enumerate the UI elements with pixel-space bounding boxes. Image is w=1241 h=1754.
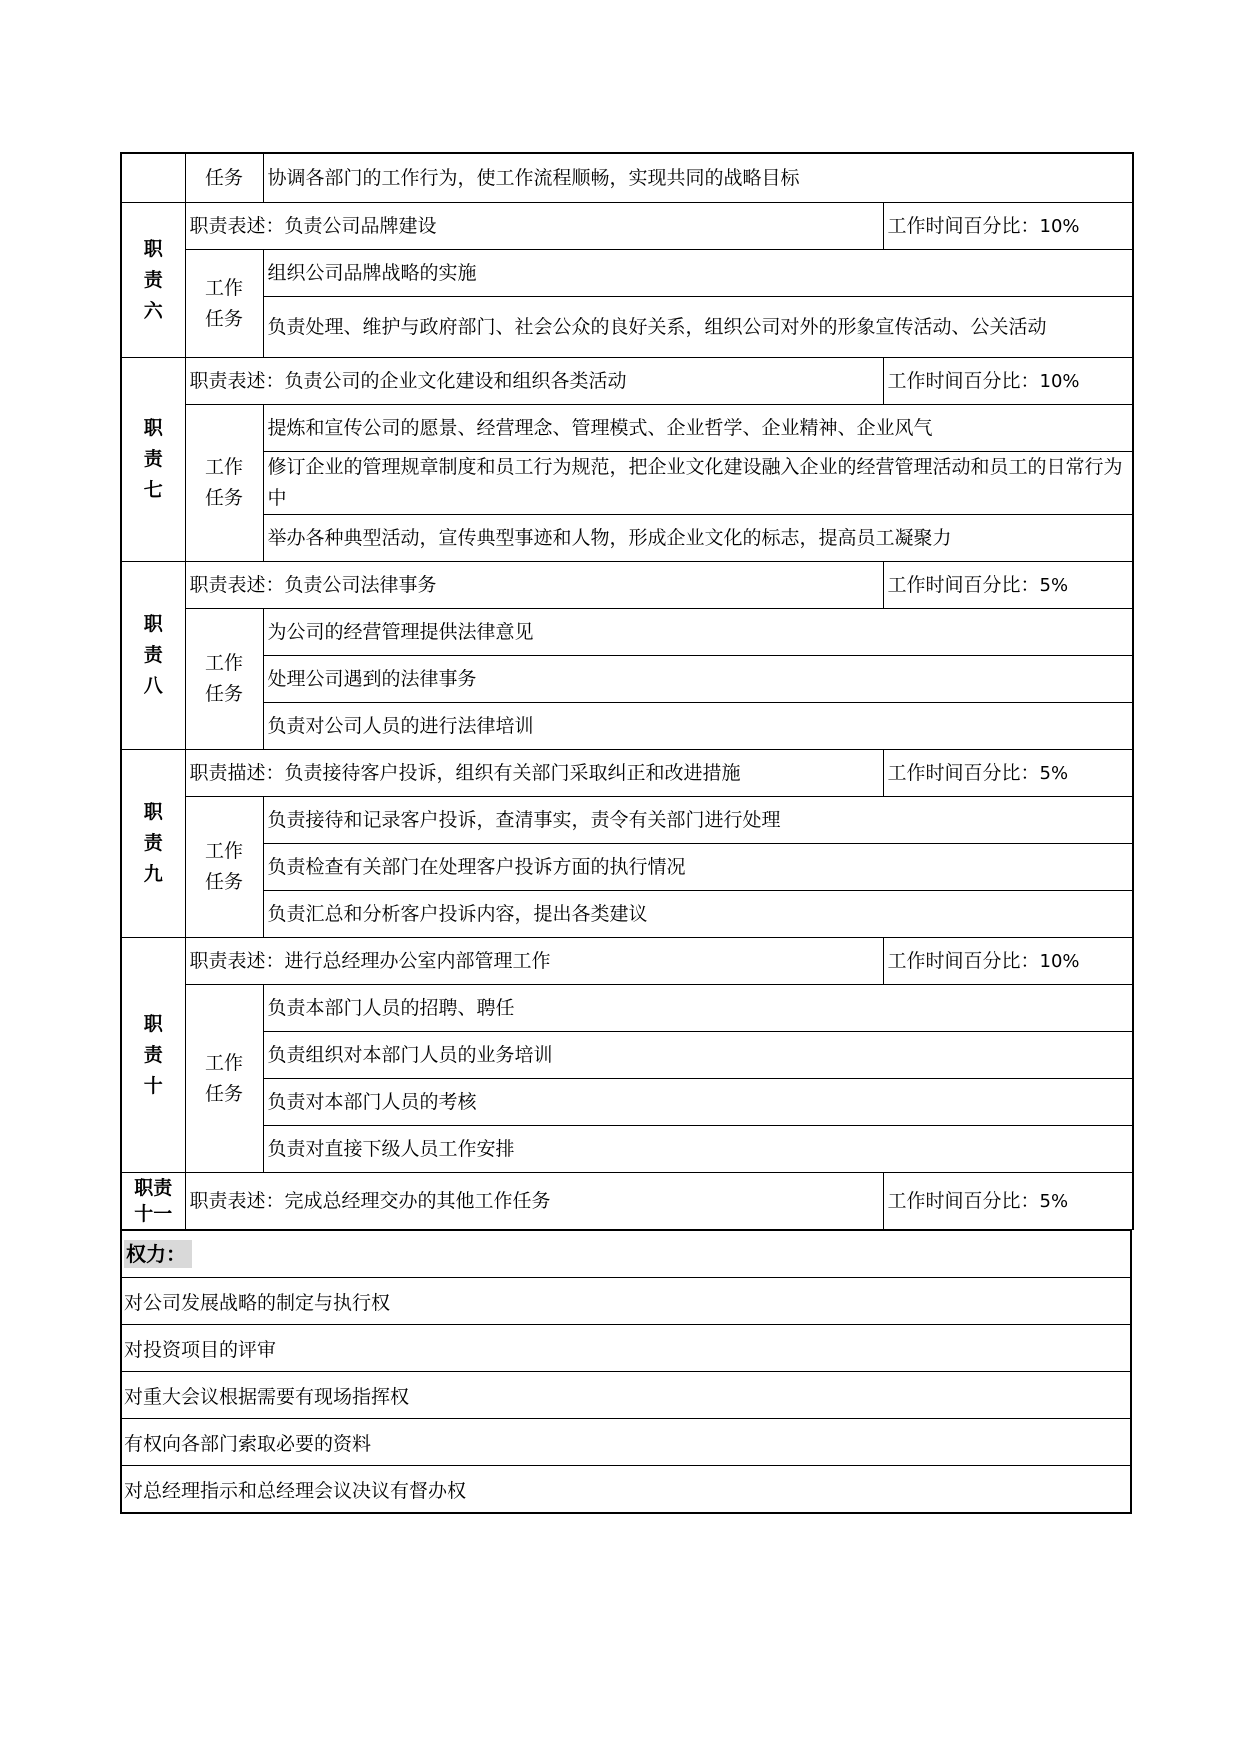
duty-task: 负责对直接下级人员工作安排 — [263, 1126, 1133, 1173]
duty-number-char: 责 — [143, 1043, 163, 1066]
percentage-value: 10% — [1039, 370, 1080, 392]
percentage-label: 工作时间百分比： — [887, 573, 1040, 596]
percentage-label: 工作时间百分比： — [887, 761, 1040, 784]
work-task-label — [185, 985, 263, 1173]
work-task-label — [185, 797, 263, 938]
duty-statement: 职责表述：完成总经理交办的其他工作任务 — [185, 1173, 883, 1230]
duty-eleven-row — [121, 1173, 1133, 1230]
duty-number-char: 责 — [143, 644, 163, 666]
duty-number — [121, 938, 185, 1173]
duty-statement-row — [121, 562, 1133, 609]
duty-statement-row — [121, 938, 1133, 985]
duty-task-row — [121, 797, 1133, 844]
work-task-label-line: 工作 — [204, 1051, 243, 1074]
powers-heading: 权力： — [124, 1240, 192, 1268]
duty-task-row — [121, 656, 1133, 703]
work-task-label-line: 任务 — [204, 871, 243, 893]
work-time-percentage — [883, 562, 1133, 609]
duty-statement-row — [121, 750, 1133, 797]
duty-task: 修订企业的管理规章制度和员工行为规范，把企业文化建设融入企业的经营管理活动和员工的日常行为中 — [263, 452, 1133, 515]
percentage-value: 5% — [1039, 762, 1069, 784]
duty-statement-row — [121, 358, 1133, 405]
duty-number-char: 六 — [143, 299, 163, 322]
duty-number-char: 职 — [143, 1012, 163, 1035]
duty-task: 提炼和宣传公司的愿景、经营理念、管理模式、企业哲学、企业精神、企业风气 — [263, 405, 1133, 452]
duty-number — [121, 358, 185, 562]
duty-number — [121, 1173, 185, 1230]
percentage-label: 工作时间百分比： — [887, 214, 1040, 237]
duty-number-char: 责 — [143, 268, 163, 291]
duty-number-char: 九 — [143, 863, 163, 885]
work-task-label — [185, 405, 263, 562]
power-row — [121, 1278, 1131, 1325]
work-time-percentage — [883, 358, 1133, 405]
percentage-value: 5% — [1039, 574, 1069, 596]
duty-task: 负责本部门人员的招聘、聘任 — [263, 985, 1133, 1032]
duty-number-char: 十一 — [134, 1203, 173, 1225]
work-task-label — [185, 609, 263, 750]
duty-number — [121, 203, 185, 358]
duty-task: 组织公司品牌战略的实施 — [263, 250, 1133, 297]
duty-number — [121, 562, 185, 750]
work-time-percentage — [883, 938, 1133, 985]
percentage-label: 工作时间百分比： — [887, 369, 1040, 392]
duty-statement: 职责描述：负责接待客户投诉，组织有关部门采取纠正和改进措施 — [185, 750, 883, 797]
duty-task-row — [121, 1079, 1133, 1126]
work-task-label-line: 任务 — [204, 487, 243, 509]
duty-number-char: 责 — [143, 448, 163, 470]
power-item: 对投资项目的评审 — [121, 1325, 1131, 1372]
duties-table — [120, 152, 1134, 1230]
duty-number-char: 职 — [143, 417, 163, 439]
duty-task: 负责组织对本部门人员的业务培训 — [263, 1032, 1133, 1079]
duty-task-row — [121, 297, 1133, 358]
duty-task-row — [121, 250, 1133, 297]
power-item: 有权向各部门索取必要的资料 — [121, 1419, 1131, 1466]
duty-task: 负责处理、维护与政府部门、社会公众的良好关系，组织公司对外的形象宣传活动、公关活动 — [263, 297, 1133, 358]
duty-statement-row — [121, 203, 1133, 250]
work-task-label-line: 工作 — [204, 652, 243, 674]
work-task-label-line: 工作 — [204, 276, 243, 299]
empty-number-cell — [121, 153, 185, 203]
duty-statement: 职责表述：进行总经理办公室内部管理工作 — [185, 938, 883, 985]
percentage-label: 工作时间百分比： — [887, 1189, 1040, 1212]
duty-number-char: 八 — [143, 675, 163, 697]
work-task-label-line: 任务 — [204, 683, 243, 705]
work-task-label-line: 任务 — [204, 1082, 243, 1105]
duty-number-char: 七 — [143, 479, 163, 501]
power-row — [121, 1325, 1131, 1372]
power-item: 对公司发展战略的制定与执行权 — [121, 1278, 1131, 1325]
duty-task: 处理公司遇到的法律事务 — [263, 656, 1133, 703]
task-text: 协调各部门的工作行为，使工作流程顺畅，实现共同的战略目标 — [263, 153, 1133, 203]
duty-task-row — [121, 703, 1133, 750]
work-task-label-line: 工作 — [204, 456, 243, 478]
duty-task: 举办各种典型活动，宣传典型事迹和人物，形成企业文化的标志，提高员工凝聚力 — [263, 515, 1133, 562]
duty-task-row — [121, 1126, 1133, 1173]
duty-number-char: 职 — [143, 237, 163, 260]
percentage-label: 工作时间百分比： — [887, 949, 1040, 972]
duty-task: 为公司的经营管理提供法律意见 — [263, 609, 1133, 656]
powers-table — [120, 1230, 1132, 1514]
duty-statement: 职责表述：负责公司品牌建设 — [185, 203, 883, 250]
powers-heading-row — [121, 1231, 1131, 1278]
powers-heading-cell — [121, 1231, 1131, 1278]
duty-task: 负责对公司人员的进行法律培训 — [263, 703, 1133, 750]
duty-number-char: 职责 — [134, 1177, 173, 1199]
duty-number-char: 十 — [143, 1074, 163, 1097]
work-task-label-line: 工作 — [204, 840, 243, 862]
duty-number — [121, 750, 185, 938]
duty-task-row — [121, 609, 1133, 656]
duty-task-row — [121, 985, 1133, 1032]
power-item: 对总经理指示和总经理会议决议有督办权 — [121, 1466, 1131, 1514]
duty-statement: 职责表述：负责公司法律事务 — [185, 562, 883, 609]
work-task-label — [185, 250, 263, 358]
duty-task-row — [121, 1032, 1133, 1079]
power-row — [121, 1419, 1131, 1466]
work-time-percentage — [883, 1173, 1133, 1230]
duty-number-char: 职 — [143, 613, 163, 635]
work-time-percentage — [883, 750, 1133, 797]
duty-task-row — [121, 891, 1133, 938]
duty-task: 负责接待和记录客户投诉，查清事实，责令有关部门进行处理 — [263, 797, 1133, 844]
duty-number-char: 职 — [143, 801, 163, 823]
duty-task: 负责检查有关部门在处理客户投诉方面的执行情况 — [263, 844, 1133, 891]
percentage-value: 5% — [1039, 1190, 1069, 1212]
percentage-value: 10% — [1039, 215, 1080, 237]
task-label: 任务 — [185, 153, 263, 203]
power-row — [121, 1466, 1131, 1514]
duty-statement: 职责表述：负责公司的企业文化建设和组织各类活动 — [185, 358, 883, 405]
percentage-value: 10% — [1039, 950, 1080, 972]
duty-task-row — [121, 405, 1133, 452]
duty-task-row — [121, 844, 1133, 891]
duty-task: 负责对本部门人员的考核 — [263, 1079, 1133, 1126]
work-task-label-line: 任务 — [204, 307, 243, 330]
duty-task-row — [121, 452, 1133, 515]
duty-number-char: 责 — [143, 832, 163, 854]
power-item: 对重大会议根据需要有现场指挥权 — [121, 1372, 1131, 1419]
top-task-row — [121, 153, 1133, 203]
duty-document — [120, 152, 1132, 1514]
power-row — [121, 1372, 1131, 1419]
duty-task: 负责汇总和分析客户投诉内容，提出各类建议 — [263, 891, 1133, 938]
work-time-percentage — [883, 203, 1133, 250]
duty-task-row — [121, 515, 1133, 562]
